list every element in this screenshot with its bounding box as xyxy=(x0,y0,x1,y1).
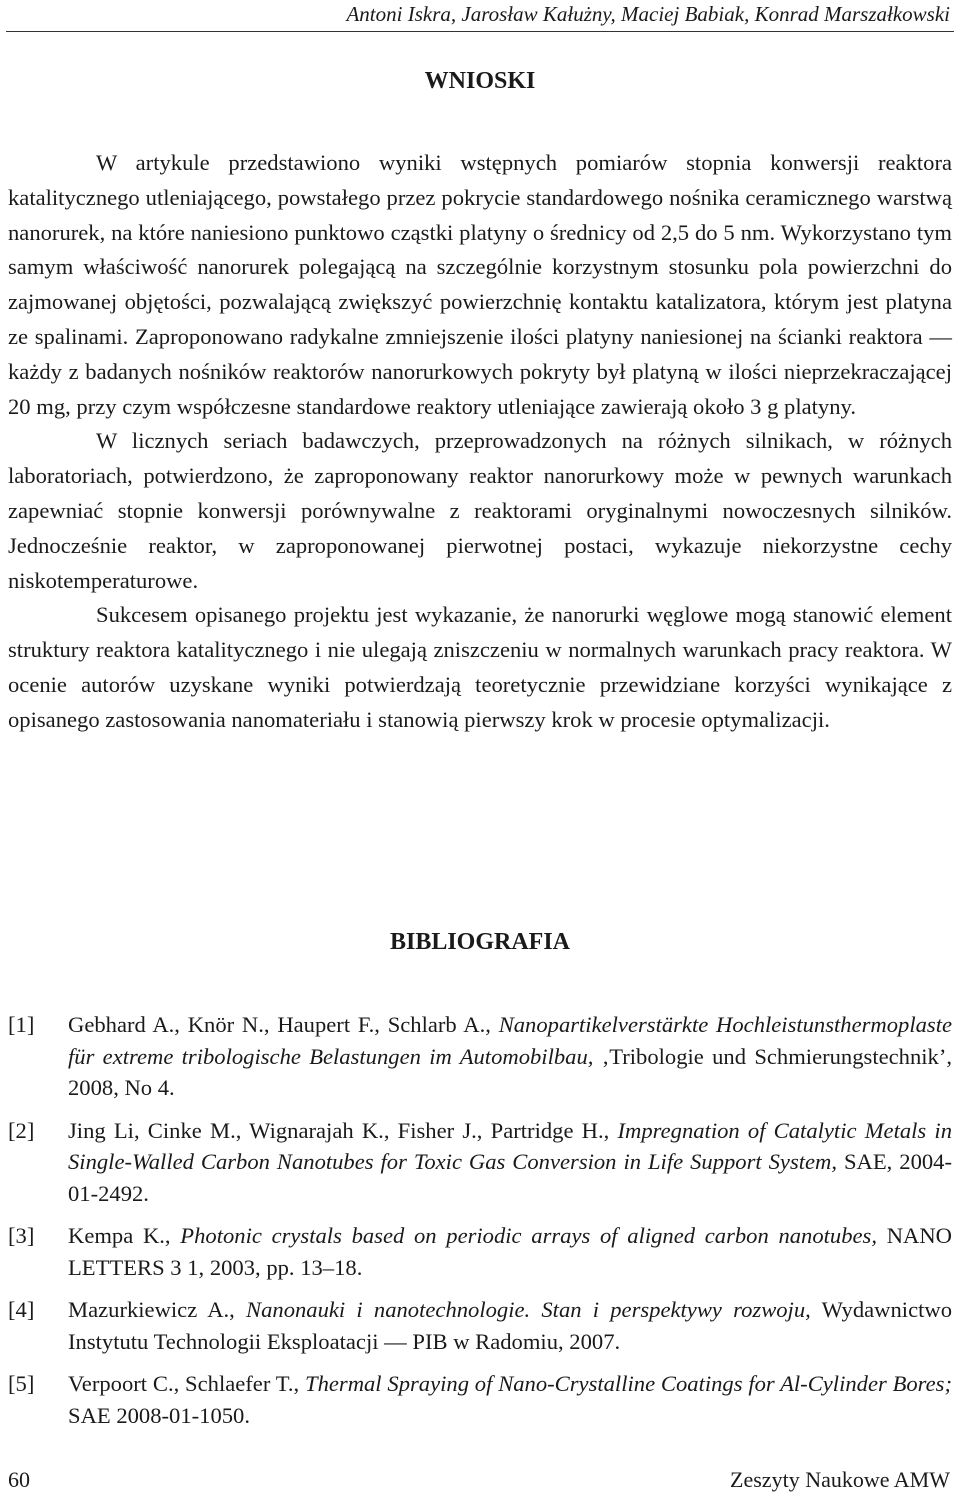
bibliography-heading: BIBLIOGRAFIA xyxy=(389,929,571,955)
journal-name: Zeszyty Naukowe AMW xyxy=(730,1467,950,1492)
reference-list xyxy=(8,1009,952,1442)
page-number: 60 xyxy=(8,1467,30,1492)
reference-number: [2] xyxy=(8,1117,35,1143)
reference-source: SAE 2008-01-1050. xyxy=(68,1402,250,1428)
reference-title: Photonic crystals based on periodic arrays of aligned carbon nanotubes, xyxy=(180,1223,877,1248)
conclusions-paragraph-1: W artykule przedstawiono wyniki wstępnych pomiarów stopnia konwersji reaktora katalitycznego utleniającego, powstałego przez pokrycie standardowego nośnika ceramicznego warstwą nanorurek, na które naniesiono punktowo cząstki platyny o średnicy od 2,5 do 5 nm. Wykorzystano tym samym właściwość nanorurek polegającą na szczególnie korzystnym stosunku pola powierzchni do zajmowanej objętości, pozwalającą zwiększyć powierzchnię kontaktu katalizatora, którym jest platyna ze spalinami. Zaproponowano radykalne zmniejszenie ilości platyny naniesionej na ścianki reaktora — każdy z badanych nośników reaktorów nanorurkowych pokryty był platyną w ilości nieprzekraczającej 20 mg, przy czym współczesne standardowe reaktory utleniające zawierają około 3 g platyny. xyxy=(8,150,952,419)
reference-source: NANO LETTERS 3 1, 2003, pp. 13–18. xyxy=(68,1223,952,1280)
reference-item xyxy=(8,1368,952,1431)
running-head-authors: Antoni Iskra, Jarosław Kałużny, Maciej Babiak, Konrad Marszałkowski xyxy=(346,2,950,26)
reference-number: [3] xyxy=(8,1223,35,1248)
reference-authors: Mazurkiewicz A., xyxy=(68,1297,235,1322)
reference-authors: Kempa K., xyxy=(68,1223,171,1248)
reference-title: Impregnation of Catalytic Metals in Single-Walled Carbon Nanotubes for Toxic Gas Conversion in Life Support System, xyxy=(68,1117,952,1174)
reference-number: [1] xyxy=(8,1012,35,1037)
reference-title: Nanonauki i nanotechnologie. Stan i perspektywy rozwoju, xyxy=(246,1297,811,1322)
reference-authors: Gebhard A., Knör N., Haupert F., Schlarb A., xyxy=(68,1012,491,1037)
conclusions-paragraph-3: Sukcesem opisanego projektu jest wykazanie, że nanorurki węglowe mogą stanowić element struktury reaktora katalitycznego i nie ulegają zniszczeniu w normalnych warunkach pracy reaktora. W ocenie autorów uzyskane wyniki potwierdzają teoretycznie przewidziane korzyści wynikające z opisanego zastosowania nanomateriału i stanowią pierwszy krok w procesie optymalizacji. xyxy=(8,602,952,732)
reference-item xyxy=(8,1220,952,1283)
reference-source: Wydawnictwo Instytutu Technologii Eksploatacji — PIB w Radomiu, 2007. xyxy=(68,1297,952,1354)
conclusions-heading: WNIOSKI xyxy=(424,68,536,94)
header-divider xyxy=(6,31,954,32)
reference-number: [5] xyxy=(8,1371,35,1396)
reference-source: ‚Tribologie und Schmierungstechnik’, 2008, No 4. xyxy=(68,1043,952,1100)
conclusions-paragraph-2: W licznych seriach badawczych, przeprowadzonych na różnych silnikach, w różnych laboratoriach, potwierdzono, że zaproponowany reaktor nanorurkowy może w pewnych warunkach zapewniać stopnie konwersji porównywalne z reaktorami oryginalnymi nowoczesnych silników. Jednocześnie reaktor, w zaproponowanej pierwotnej postaci, wykazuje niekorzystne cechy niskotemperaturowe. xyxy=(8,428,952,593)
conclusions-body xyxy=(8,146,952,738)
reference-source: SAE, 2004-01-2492. xyxy=(68,1149,952,1206)
reference-title: Thermal Spraying of Nano-Crystalline Coatings for Al-Cylinder Bores; xyxy=(305,1371,952,1396)
reference-authors: Jing Li, Cinke M., Wignarajah K., Fisher J., Partridge H., xyxy=(68,1117,610,1143)
reference-title: Nanopartikelverstärkte Hochleistunsthermoplaste für extreme tribologische Belastungen im Automobilbau, xyxy=(68,1012,953,1069)
reference-item xyxy=(8,1294,952,1357)
reference-item xyxy=(8,1115,952,1210)
reference-number: [4] xyxy=(8,1297,35,1322)
reference-item xyxy=(8,1009,952,1104)
reference-authors: Verpoort C., Schlaefer T., xyxy=(68,1371,300,1396)
